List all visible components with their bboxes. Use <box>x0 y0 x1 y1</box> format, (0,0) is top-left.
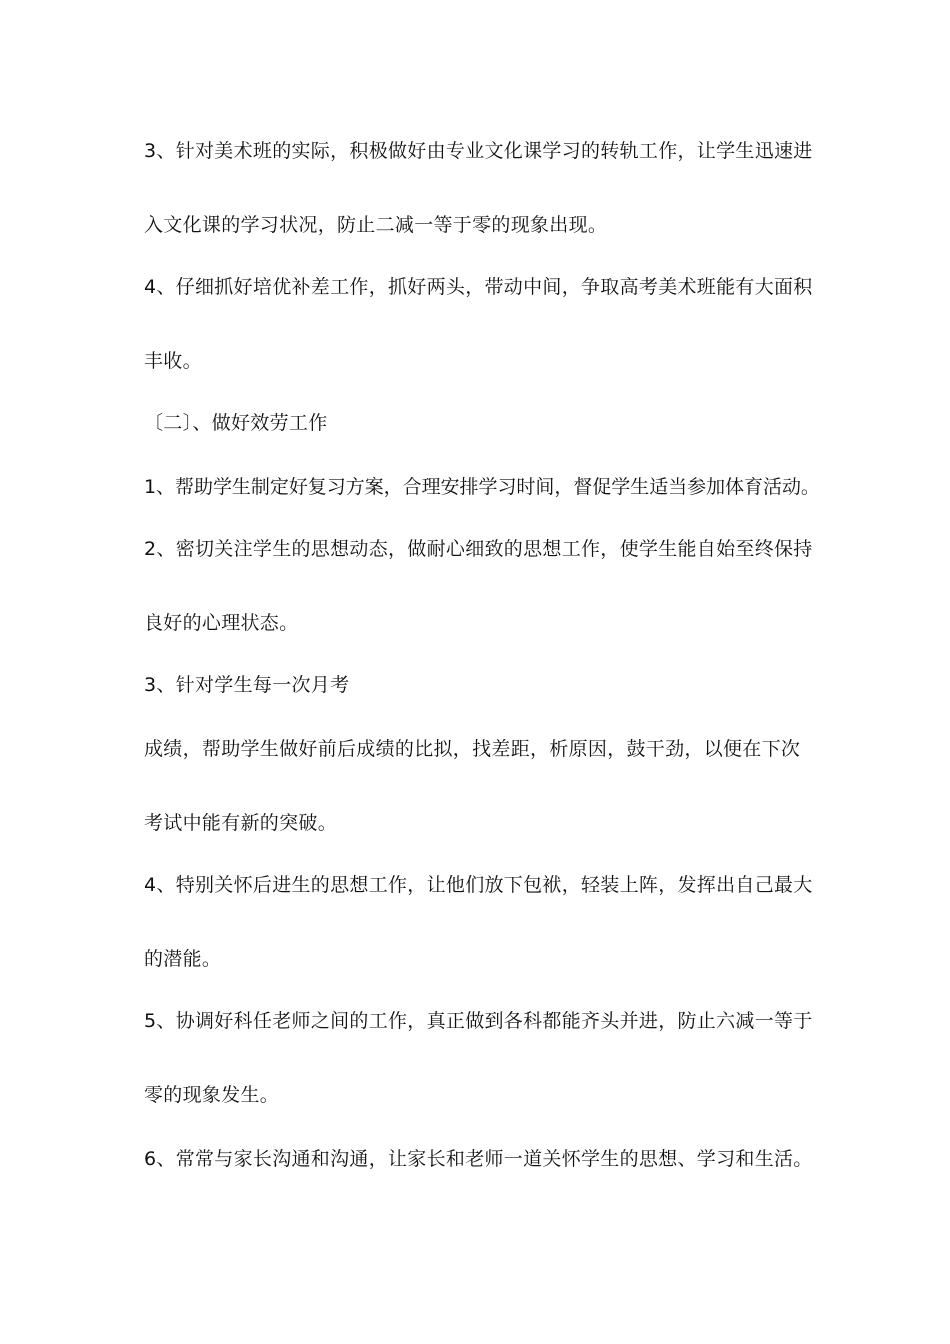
text-line: 4、特别关怀后进生的思想工作，让他们放下包袱，轻装上阵，发挥出自己最大 <box>144 874 813 896</box>
text-line: 2、密切关注学生的思想动态，做耐心细致的思想工作，使学生能自始至终保持 <box>144 538 813 560</box>
text-line: 成绩，帮助学生做好前后成绩的比拟，找差距，析原因，鼓干劲，以便在下次 <box>144 738 801 760</box>
text-line: 丰收。 <box>144 350 202 372</box>
text-line: 1、帮助学生制定好复习方案，合理安排学习时间，督促学生适当参加体育活动。 <box>144 476 820 498</box>
section-heading: 〔二〕、做好效劳工作 <box>144 412 328 434</box>
text-line: 3、针对学生每一次月考 <box>144 674 350 696</box>
text-line: 5、协调好科任老师之间的工作，真正做到各科都能齐头并进，防止六减一等于 <box>144 1010 813 1032</box>
text-line: 零的现象发生。 <box>144 1084 280 1106</box>
text-line: 的潜能。 <box>144 948 222 970</box>
text-line: 考试中能有新的突破。 <box>144 812 338 834</box>
text-line: 3、针对美术班的实际，积极做好由专业文化课学习的转轨工作，让学生迅速进 <box>144 140 813 162</box>
text-line: 6、常常与家长沟通和沟通，让家长和老师一道关怀学生的思想、学习和生活。 <box>144 1148 813 1170</box>
text-line: 入文化课的学习状况，防止二减一等于零的现象出现。 <box>144 214 608 236</box>
text-line: 良好的心理状态。 <box>144 612 299 634</box>
text-line: 4、仔细抓好培优补差工作，抓好两头，带动中间，争取高考美术班能有大面积 <box>144 276 813 298</box>
